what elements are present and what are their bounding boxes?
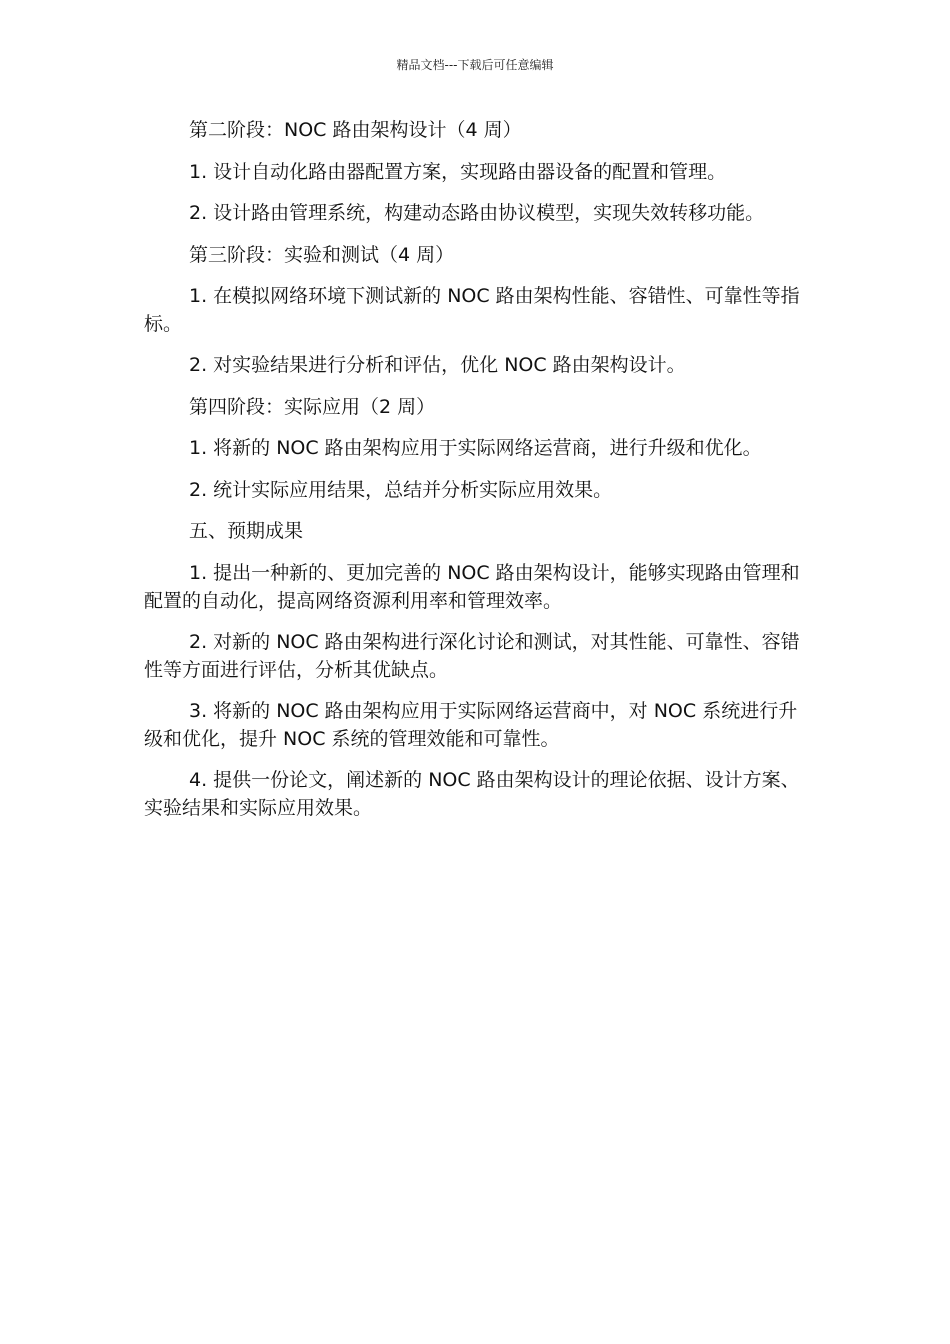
paragraph-result-3: 3. 将新的 NOC 路由架构应用于实际网络运营商中，对 NOC 系统进行升级和优化，提升 NOC 系统的管理效能和可靠性。: [144, 699, 798, 750]
section-heading-phase-4: 第四阶段：实际应用（2 周）: [189, 395, 436, 418]
section-heading-phase-2: 第二阶段：NOC 路由架构设计（4 周）: [189, 119, 522, 141]
paragraph-phase-4-item-2: 2. 统计实际应用结果，总结并分析实际应用效果。: [189, 478, 613, 501]
paragraph-result-4: 4. 提供一份论文，阐述新的 NOC 路由架构设计的理论依据、设计方案、实验结果和实际应用效果。: [144, 768, 800, 819]
paragraph-result-1: 1. 提出一种新的、更加完善的 NOC 路由架构设计，能够实现路由管理和配置的自动化，提高网络资源利用率和管理效率。: [144, 561, 800, 612]
document-body: [144, 116, 808, 835]
paragraph-phase-4-item-1: 1. 将新的 NOC 路由架构应用于实际网络运营商，进行升级和优化。: [189, 437, 762, 459]
paragraph-phase-3-item-1: 1. 在模拟网络环境下测试新的 NOC 路由架构性能、容错性、可靠性等指标。: [144, 285, 800, 335]
paragraph-phase-2-item-2: 2. 设计路由管理系统，构建动态路由协议模型，实现失效转移功能。: [189, 202, 765, 224]
paragraph-phase-2-item-1: 1. 设计自动化路由器配置方案，实现路由器设备的配置和管理。: [189, 160, 727, 183]
section-heading-phase-3: 第三阶段：实验和测试（4 周）: [189, 243, 455, 266]
paragraph-phase-3-item-2: 2. 对实验结果进行分析和评估，优化 NOC 路由架构设计。: [189, 354, 686, 376]
section-heading-expected-results: 五、预期成果: [189, 520, 304, 542]
paragraph-result-2: 2. 对新的 NOC 路由架构进行深化讨论和测试，对其性能、可靠性、容错性等方面进行评估，分析其优缺点。: [144, 630, 800, 681]
page-header: 精品文档---下载后可任意编辑: [396, 58, 554, 72]
